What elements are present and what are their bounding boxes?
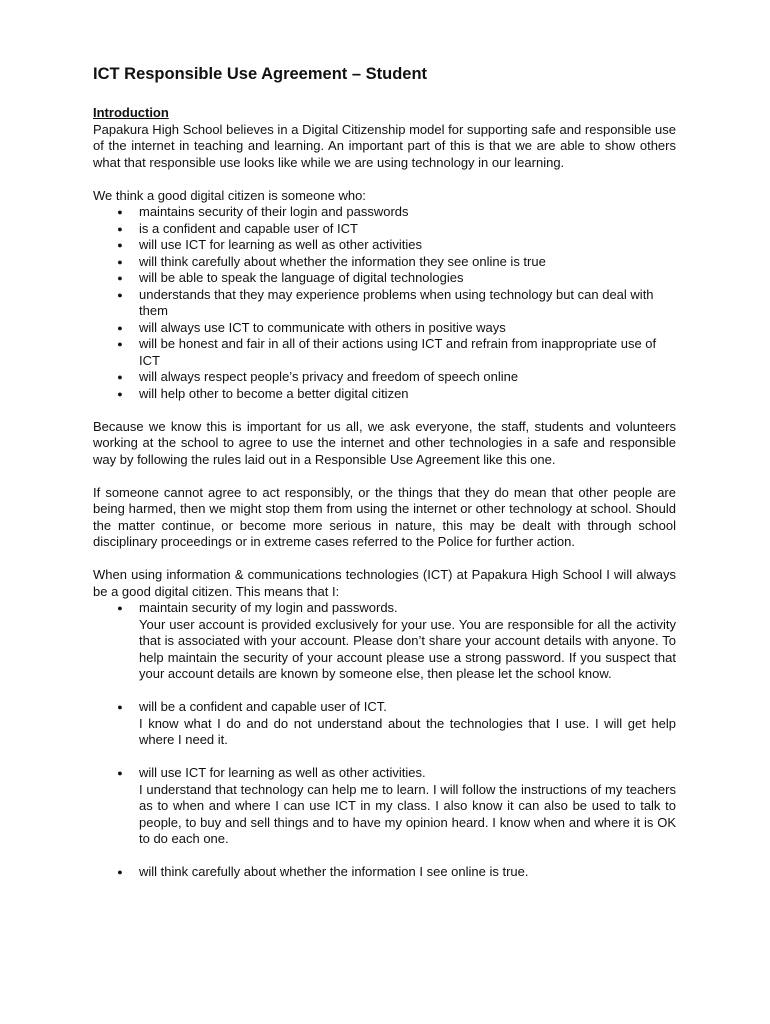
list-item: ● will help other to become a better digital citizen [93, 386, 676, 403]
rule-detail: I understand that technology can help me to learn. I will follow the instructions of my teachers as to when and where I can use ICT in my class. I also know it can also be used to talk to people, to buy and sell things and to have my opinion heard. I know when and where it is OK to do each one. [139, 781, 676, 846]
bullet-icon: ● [117, 273, 123, 283]
if-paragraph: If someone cannot agree to act responsibly, or the things that they do mean that other people are being harmed, then we might stop them from using the internet or other technology at school. Should the matter continue, or become more serious in nature, this may be dealt with through school disciplinary proceedings or in extreme cases referred to the Police for further action. [93, 484, 676, 549]
bullet-icon: ● [117, 289, 123, 300]
list-item: ● will be able to speak the language of digital technologies [93, 270, 676, 287]
list-item: ● will use ICT for learning as well as other activities [93, 237, 676, 254]
bullet-icon: ● [117, 207, 123, 217]
bullet-icon: ● [117, 867, 123, 877]
citizen-list [93, 204, 676, 402]
bullet-icon: ● [117, 388, 123, 399]
bullet-icon: ● [117, 603, 123, 613]
rule-title: will think carefully about whether the information I see online is true. [139, 864, 529, 879]
list-item: ● understands that they may experience problems when using technology but can deal with them [93, 287, 676, 320]
list-item: ● maintains security of their login and passwords [93, 204, 676, 221]
bullet-icon: ● [117, 768, 123, 778]
rule-item [93, 600, 676, 683]
bullet-icon: ● [117, 372, 123, 382]
rule-item [93, 864, 676, 881]
rule-title: will be a confident and capable user of ICT. [139, 699, 387, 714]
rule-title: will use ICT for learning as well as other activities. [139, 765, 426, 780]
bullet-icon: ● [117, 240, 123, 250]
rule-detail: Your user account is provided exclusively for your use. You are responsible for all the activity that is associated with your account. Please don’t share your account details with anyone. To help maintain the security of your account please use a strong password. If you suspect that your account details are known by someone else, then please let the school know. [139, 616, 676, 681]
bullet-icon: ● [117, 339, 123, 349]
list-item: ● will think carefully about whether the information they see online is true [93, 254, 676, 271]
rules-list [93, 600, 676, 881]
citizen-lead: We think a good digital citizen is someone who: [93, 187, 366, 203]
when-paragraph: When using information & communications technologies (ICT) at Papakura High School I will always be a good digital citizen. This means that I: [93, 567, 676, 599]
rule-detail: I know what I do and do not understand about the technologies that I use. I will get help where I need it. [139, 715, 676, 747]
rule-title: maintain security of my login and passwords. [139, 600, 398, 615]
because-paragraph: Because we know this is important for us all, we ask everyone, the staff, students and volunteers working at the school to agree to use the internet and other technologies in a safe and responsible way by following the rules laid out in a Responsible Use Agreement like this one. [93, 418, 676, 467]
list-item: ● is a confident and capable user of ICT [93, 221, 676, 238]
bullet-icon: ● [117, 702, 123, 712]
introduction-heading: Introduction [93, 105, 169, 120]
list-item: ● will be honest and fair in all of their actions using ICT and refrain from inappropriate use of ICT [93, 336, 676, 369]
list-item: ● will always use ICT to communicate with others in positive ways [93, 320, 676, 337]
bullet-icon: ● [117, 322, 123, 333]
page-title: ICT Responsible Use Agreement – Student [93, 65, 428, 83]
list-item: ● will always respect people’s privacy and freedom of speech online [93, 369, 676, 386]
introduction-paragraph: Papakura High School believes in a Digital Citizenship model for supporting safe and responsible use of the internet in teaching and learning. An important part of this is that we are able to show others what that responsible use looks like while we are using technology in our learning. [93, 121, 676, 170]
bullet-icon: ● [117, 223, 123, 234]
rule-item [93, 765, 676, 848]
rule-item [93, 699, 676, 749]
bullet-icon: ● [117, 256, 123, 267]
